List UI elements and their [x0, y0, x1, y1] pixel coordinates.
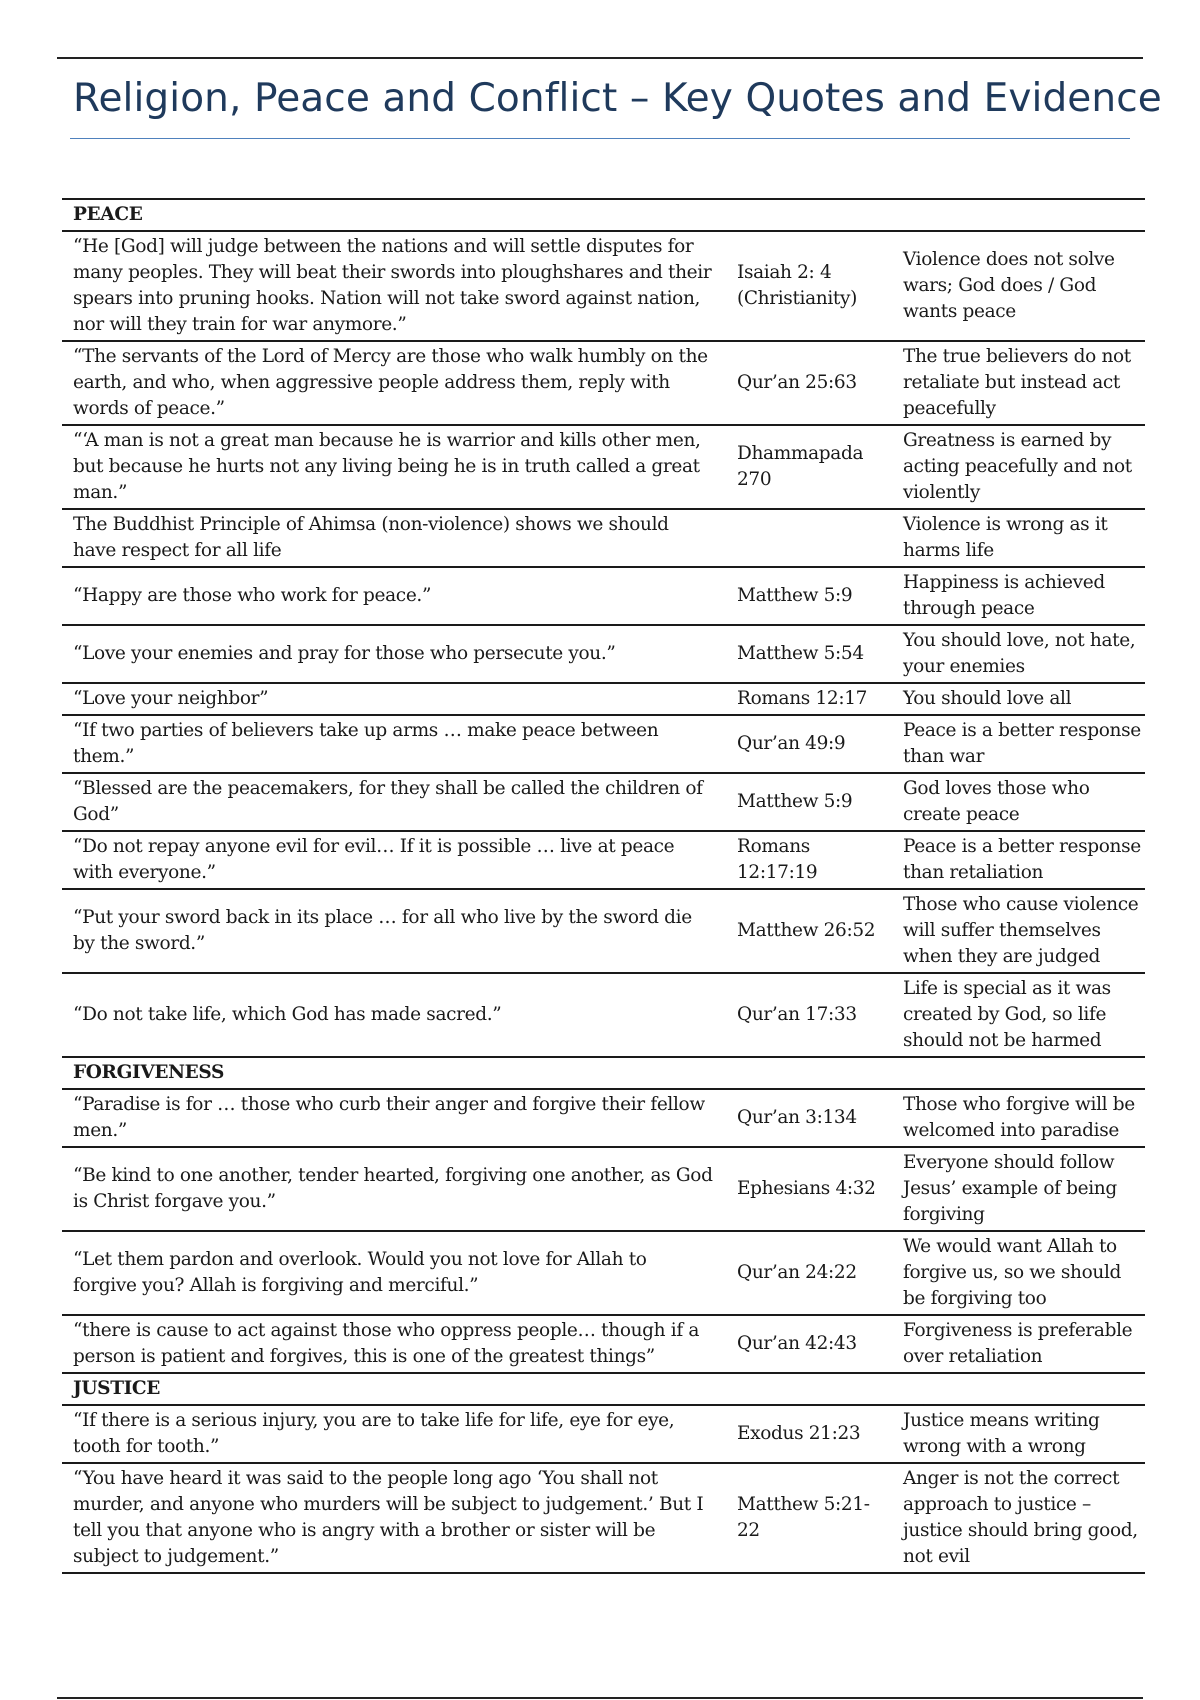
quotes-table [62, 198, 1145, 1574]
table-row [62, 715, 1145, 773]
table-row [62, 1463, 1145, 1573]
source-cell: Dhammapada 270 [725, 425, 895, 509]
source-cell: Matthew 26:52 [725, 889, 895, 973]
table-row [62, 973, 1145, 1057]
meaning-cell: Happiness is achieved through peace [895, 567, 1145, 625]
table-row [62, 625, 1145, 683]
meaning-cell: Those who cause violence will suffer themselves when they are judged [895, 889, 1145, 973]
title-underline [70, 138, 1130, 139]
quote-cell: “If two parties of believers take up arms … make peace between them.” [62, 715, 725, 773]
quote-cell: “He [God] will judge between the nations and will settle disputes for many peoples. They will beat their swords into ploughshares and their spears into pruning hooks. Nation will not take sword against nation, nor will they train for war anymore.” [62, 231, 725, 341]
source-cell: Qur’an 24:22 [725, 1231, 895, 1315]
quote-cell: “Be kind to one another, tender hearted, forgiving one another, as God is Christ forgave you.” [62, 1147, 725, 1231]
meaning-cell: Those who forgive will be welcomed into paradise [895, 1089, 1145, 1147]
quote-cell: “there is cause to act against those who oppress people… though if a person is patient and forgives, this is one of the greatest things” [62, 1315, 725, 1373]
quote-cell: “‘A man is not a great man because he is warrior and kills other men, but because he hurts not any living being he is in truth called a great man.” [62, 425, 725, 509]
quote-cell: The Buddhist Principle of Ahimsa (non-violence) shows we should have respect for all life [62, 509, 725, 567]
meaning-cell: Justice means writing wrong with a wrong [895, 1405, 1145, 1463]
quote-cell: “Blessed are the peacemakers, for they shall be called the children of God” [62, 773, 725, 831]
top-rule [57, 57, 1143, 59]
table-row [62, 509, 1145, 567]
table-row [62, 831, 1145, 889]
source-cell: Qur’an 17:33 [725, 973, 895, 1057]
source-cell: Matthew 5:9 [725, 773, 895, 831]
table-row [62, 889, 1145, 973]
quote-cell: “Do not repay anyone evil for evil… If it is possible … live at peace with everyone.” [62, 831, 725, 889]
quote-cell: “You have heard it was said to the people long ago ‘You shall not murder, and anyone who murders will be subject to judgement.’ But I tell you that anyone who is angry with a brother or sister will be subject to judgement.” [62, 1463, 725, 1573]
table-row [62, 1231, 1145, 1315]
source-cell: Isaiah 2: 4 (Christianity) [725, 231, 895, 341]
quote-cell: “Love your neighbor” [62, 683, 725, 715]
quote-cell: “Put your sword back in its place … for all who live by the sword die by the sword.” [62, 889, 725, 973]
meaning-cell: Life is special as it was created by God, so life should not be harmed [895, 973, 1145, 1057]
bottom-rule [57, 1697, 1143, 1699]
meaning-cell: Anger is not the correct approach to justice – justice should bring good, not evil [895, 1463, 1145, 1573]
table-row [62, 683, 1145, 715]
source-cell: Qur’an 25:63 [725, 341, 895, 425]
quote-cell: “Do not take life, which God has made sacred.” [62, 973, 725, 1057]
source-cell [725, 509, 895, 567]
section-heading-row [62, 1373, 1145, 1405]
meaning-cell: Peace is a better response than retaliation [895, 831, 1145, 889]
source-cell: Matthew 5:21-22 [725, 1463, 895, 1573]
source-cell: Exodus 21:23 [725, 1405, 895, 1463]
source-cell: Romans 12:17:19 [725, 831, 895, 889]
table-row [62, 231, 1145, 341]
page-title: Religion, Peace and Conflict – Key Quotes and Evidence [73, 76, 1162, 121]
section-heading-row [62, 1057, 1145, 1089]
meaning-cell: Forgiveness is preferable over retaliation [895, 1315, 1145, 1373]
section-heading: JUSTICE [62, 1373, 1145, 1405]
source-cell: Matthew 5:54 [725, 625, 895, 683]
table-row [62, 773, 1145, 831]
source-cell: Qur’an 42:43 [725, 1315, 895, 1373]
source-cell: Qur’an 49:9 [725, 715, 895, 773]
section-heading: PEACE [62, 199, 1145, 231]
table-row [62, 1147, 1145, 1231]
section-heading: FORGIVENESS [62, 1057, 1145, 1089]
table-row [62, 1405, 1145, 1463]
meaning-cell: You should love, not hate, your enemies [895, 625, 1145, 683]
meaning-cell: God loves those who create peace [895, 773, 1145, 831]
quote-cell: “Let them pardon and overlook. Would you not love for Allah to forgive you? Allah is forgiving and merciful.” [62, 1231, 725, 1315]
meaning-cell: Greatness is earned by acting peacefully and not violently [895, 425, 1145, 509]
meaning-cell: You should love all [895, 683, 1145, 715]
quote-cell: “The servants of the Lord of Mercy are those who walk humbly on the earth, and who, when aggressive people address them, reply with words of peace.” [62, 341, 725, 425]
meaning-cell: The true believers do not retaliate but instead act peacefully [895, 341, 1145, 425]
table-row [62, 341, 1145, 425]
meaning-cell: We would want Allah to forgive us, so we should be forgiving too [895, 1231, 1145, 1315]
table-row [62, 1315, 1145, 1373]
meaning-cell: Everyone should follow Jesus’ example of being forgiving [895, 1147, 1145, 1231]
table-row [62, 1089, 1145, 1147]
quote-cell: “Paradise is for … those who curb their anger and forgive their fellow men.” [62, 1089, 725, 1147]
source-cell: Ephesians 4:32 [725, 1147, 895, 1231]
quote-cell: “Love your enemies and pray for those who persecute you.” [62, 625, 725, 683]
meaning-cell: Violence is wrong as it harms life [895, 509, 1145, 567]
quote-cell: “Happy are those who work for peace.” [62, 567, 725, 625]
table-row [62, 425, 1145, 509]
source-cell: Romans 12:17 [725, 683, 895, 715]
source-cell: Matthew 5:9 [725, 567, 895, 625]
source-cell: Qur’an 3:134 [725, 1089, 895, 1147]
quote-cell: “If there is a serious injury, you are to take life for life, eye for eye, tooth for tooth.” [62, 1405, 725, 1463]
quotes-table-body [62, 199, 1145, 1573]
meaning-cell: Peace is a better response than war [895, 715, 1145, 773]
table-row [62, 567, 1145, 625]
section-heading-row [62, 199, 1145, 231]
meaning-cell: Violence does not solve wars; God does / God wants peace [895, 231, 1145, 341]
